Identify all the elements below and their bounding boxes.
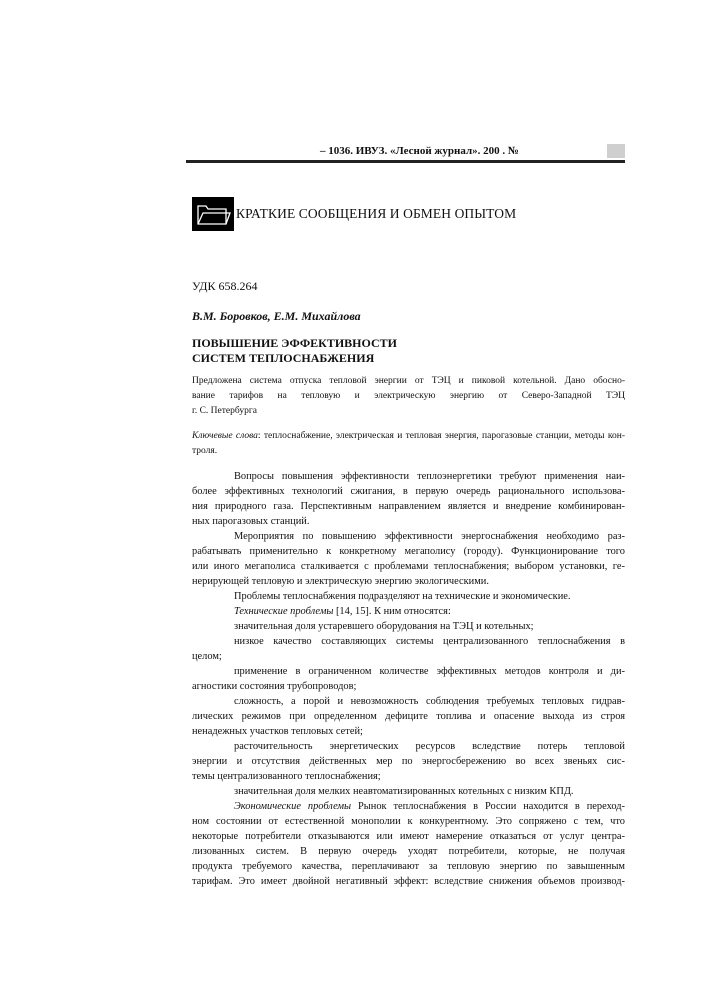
- list-item: ненадежных участков тепловых сетей;: [192, 726, 363, 737]
- body-line: или иного мегаполиса сталкивается с проблемами теплоснабжения; выбором установки, ге-: [192, 561, 625, 572]
- keywords-line: троля.: [192, 446, 218, 456]
- title-line: ПОВЫШЕНИЕ ЭФФЕКТИВНОСТИ: [192, 336, 397, 350]
- article-title: [192, 336, 397, 366]
- title-line: СИСТЕМ ТЕПЛОСНАБЖЕНИЯ: [192, 351, 375, 365]
- list-item: применение в ограниченном количестве эффективных методов контроля и ди-: [234, 666, 625, 677]
- body-line: ном состоянии от естественной монополии к конкурентному. Это сопряжено с тем, что: [192, 816, 625, 827]
- header-gray-box: [607, 144, 625, 158]
- body-line: Вопросы повышения эффективности теплоэнергетики требуют применения наи-: [234, 471, 625, 482]
- econ-label: Экономические проблемы: [234, 801, 352, 812]
- folder-icon: [192, 197, 234, 231]
- body-line: ных парогазовых станций.: [192, 516, 310, 527]
- running-title: – 1036. ИВУЗ. «Лесной журнал». 200 . №: [320, 145, 519, 157]
- list-item: расточительность энергетических ресурсов вследствие потерь тепловой: [234, 741, 625, 752]
- udk-code: УДК 658.264: [192, 279, 258, 293]
- body-line: ния природного газа. Перспективным направлением является и внедрение комбинирован-: [192, 501, 625, 512]
- body-line: [192, 801, 625, 812]
- body-line: продукта требуемого качества, переплачивают за тепловую энергию по завышенным: [192, 861, 625, 872]
- body-line: более эффективных технологий сжигания, в первую очередь рационального использова-: [192, 486, 625, 497]
- body-line: нерирующей тепловую и электрическую энергию экологическими.: [192, 576, 489, 587]
- list-item: энергии и отсутствия действенных мер по энергосбережению во всех звеньях сис-: [192, 756, 625, 767]
- list-item: значительная доля мелких неавтоматизированных котельных с низким КПД.: [234, 786, 574, 797]
- body-line: [192, 606, 625, 617]
- tech-label: Технические проблемы: [234, 606, 334, 617]
- list-item: темы централизованного теплоснабжения;: [192, 771, 381, 782]
- list-item: низкое качество составляющих системы централизованного теплоснабжения в: [234, 636, 625, 647]
- list-item: агностики состояния трубопроводов;: [192, 681, 357, 692]
- keywords-text: : теплоснабжение, электрическая и тепловая энергия, парогазовые станции, методы кон-: [257, 431, 625, 441]
- body-line: некоторые потребители отказываются или имеют намерение отказаться от услуг центра-: [192, 831, 625, 842]
- keywords-label: Ключевые слова: [192, 431, 258, 441]
- econ-text: Рынок теплоснабжения в России находится в переход-: [351, 801, 625, 812]
- abstract-line: г. С. Петербурга: [192, 406, 257, 416]
- list-item: лических режимов при определенном дефиците топлива и опасение выхода из строя: [192, 711, 625, 722]
- section-heading: [192, 197, 516, 231]
- body-line: Мероприятия по повышению эффективности энергоснабжения необходимо раз-: [234, 531, 625, 542]
- body-line: лизованных систем. В первую очередь уходят потребители, которые, не получая: [192, 846, 625, 857]
- list-item: целом;: [192, 651, 222, 662]
- section-title: КРАТКИЕ СООБЩЕНИЯ И ОБМЕН ОПЫТОМ: [236, 206, 517, 221]
- body-line: рабатывать применительно к конкретному мегаполису (городу). Функционирование того: [192, 546, 625, 557]
- abstract-line: вание тарифов на тепловую и электрическую энергию от Северо-Западной ТЭЦ: [192, 391, 625, 401]
- body-line: тарифам. Это имеет двойной негативный эффект: вследствие снижения объемов производ-: [192, 876, 625, 887]
- abstract-line: Предложена система отпуска тепловой энергии от ТЭЦ и пиковой котельной. Дано обосно-: [192, 376, 625, 386]
- authors: В.М. Боровков, Е.М. Михайлова: [192, 309, 361, 323]
- body-line: Проблемы теплоснабжения подразделяют на технические и экономические.: [234, 591, 571, 602]
- keywords-line: [192, 431, 625, 441]
- header-rule: [186, 160, 625, 163]
- list-item: сложность, а порой и невозможность соблюдения требуемых тепловых гидрав-: [234, 696, 625, 707]
- list-item: значительная доля устаревшего оборудования на ТЭЦ и котельных;: [234, 621, 534, 632]
- tech-text: [14, 15]. К ним относятся:: [333, 606, 451, 617]
